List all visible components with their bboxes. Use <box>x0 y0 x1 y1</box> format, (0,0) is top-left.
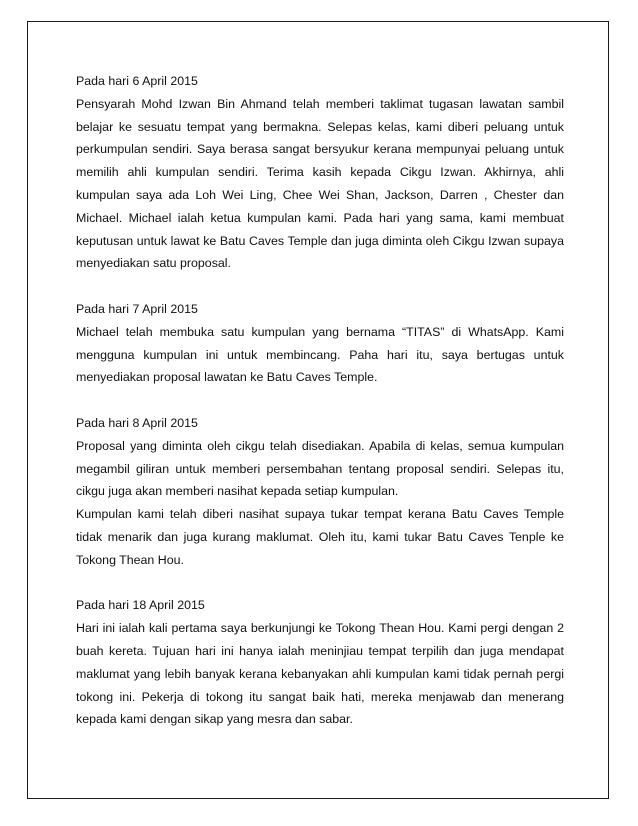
document-body <box>76 70 564 754</box>
entry-paragraph: Kumpulan kami telah diberi nasihat supaya tukar tempat kerana Batu Caves Temple tidak menarik dan juga kurang maklumat. Oleh itu, kami tukar Batu Caves Tenple ke Tokong Thean Hou. <box>76 507 564 567</box>
entry-paragraph: Hari ini ialah kali pertama saya berkunjungi ke Tokong Thean Hou. Kami pergi dengan 2 buah kereta. Tujuan hari ini hanya ialah meninjiau tempat terpilih dan juga mendapat maklumat yang lebih banyak kerana kebanyakan ahli kumpulan kami tidak pernah pergi tokong ini. Pekerja di tokong itu sangat baik hati, mereka menjawab dan menerang kepada kami dengan sikap yang mesra dan sabar. <box>76 621 564 727</box>
entry-paragraph: Pensyarah Mohd Izwan Bin Ahmand telah memberi taklimat tugasan lawatan sambil belajar ke sesuatu tempat yang bermakna. Selepas kelas, kami diberi peluang untuk perkumpulan sendiri. Saya berasa sangat bersyukur kerana mempunyai peluang untuk memilih ahli kumpulan sendiri. Terima kasih kepada Cikgu Izwan. Akhirnya, ahli kumpulan saya ada Loh Wei Ling, Chee Wei Shan, Jackson, Darren , Chester dan Michael. Michael ialah ketua kumpulan kami. Pada hari yang sama, kami membuat keputusan untuk lawat ke Batu Caves Temple dan juga diminta oleh Cikgu Izwan supaya menyediakan satu proposal. <box>76 96 564 271</box>
entry-date: Pada hari 18 April 2015 <box>76 598 205 613</box>
entry-paragraph: Michael telah membuka satu kumpulan yang bernama “TITAS” di WhatsApp. Kami mengguna kumpulan ini untuk membincang. Paha hari itu, saya bertugas untuk menyediakan proposal lawatan ke Batu Caves Temple. <box>76 324 564 385</box>
journal-entry <box>76 298 564 389</box>
journal-entry <box>76 594 564 731</box>
entry-date: Pada hari 6 April 2015 <box>76 74 198 88</box>
entry-date: Pada hari 8 April 2015 <box>76 415 198 430</box>
entry-paragraph: Proposal yang diminta oleh cikgu telah disediakan. Apabila di kelas, semua kumpulan megambil giliran untuk memberi persembahan tentang proposal sendiri. Selepas itu, cikgu juga akan memberi nasihat kepada setiap kumpulan. <box>76 438 564 499</box>
journal-entry <box>76 412 564 572</box>
entry-date: Pada hari 7 April 2015 <box>76 301 198 316</box>
journal-entry <box>76 70 564 275</box>
